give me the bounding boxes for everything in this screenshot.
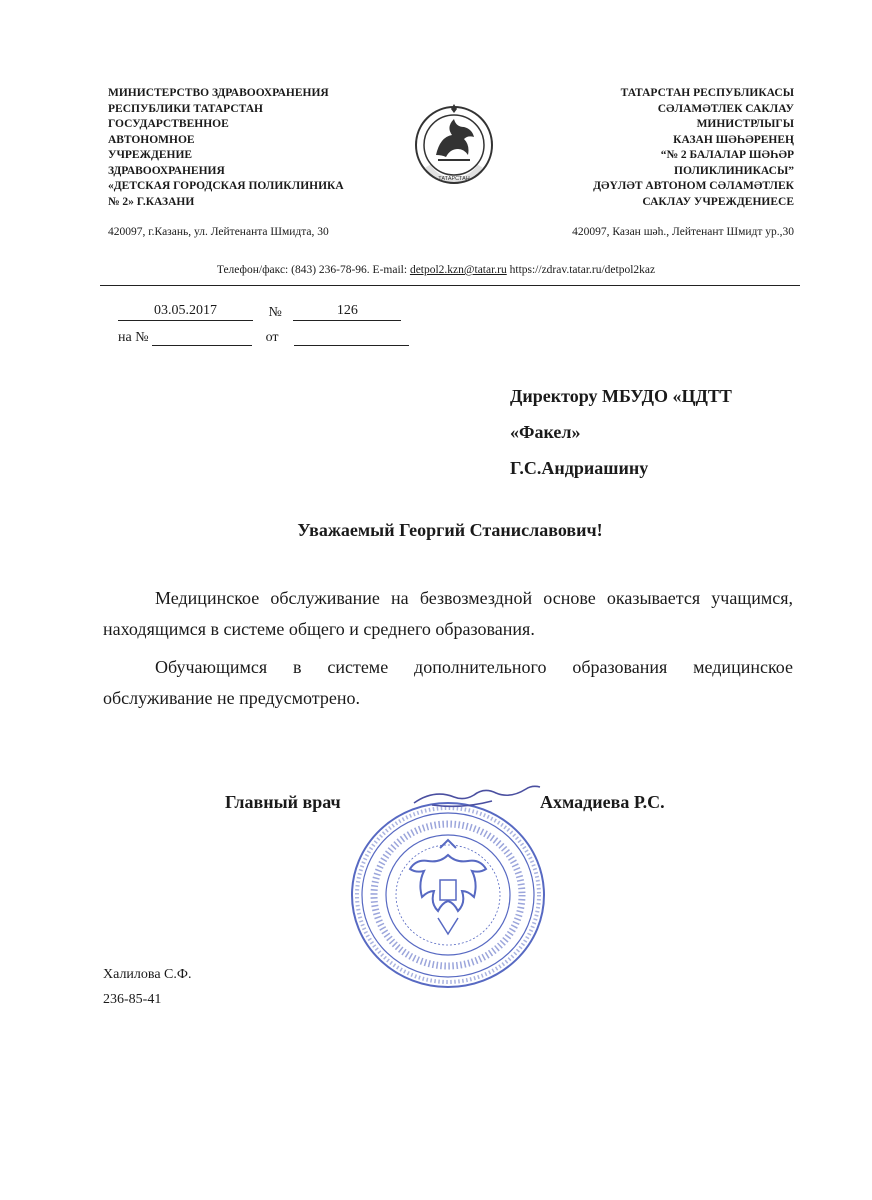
org-line: ГОСУДАРСТВЕННОЕ	[108, 118, 229, 130]
org-line: ТАТАРСТАН РЕСПУБЛИКАСЫ	[620, 87, 794, 99]
reply-to-label: на №	[118, 330, 149, 345]
org-line: МИНИСТРЛЫГЫ	[696, 118, 794, 130]
salutation: Уважаемый Георгий Станиславович!	[297, 520, 603, 540]
address-tatar: 420097, Казан шәһ., Лейтенант Шмидт ур.,30	[572, 226, 794, 238]
contacts-prefix: Телефон/факс: (843) 236-78-96. E-mail:	[216, 264, 408, 276]
handwritten-signature	[412, 785, 542, 815]
org-line: ЗДРАВООХРАНЕНИЯ	[108, 164, 225, 177]
addressee-block	[510, 378, 732, 486]
org-line: САКЛАУ УЧРЕЖДЕНИЕСЕ	[642, 195, 794, 208]
paragraph-text: Медицинское обслуживание на безвозмездной основе оказывается учащимся, находящимся в системе общего и среднего образования.	[103, 588, 793, 639]
org-name-russian	[108, 86, 388, 210]
addressee-line: «Факел»	[510, 422, 581, 442]
number-value: 126	[293, 303, 401, 321]
org-line: АВТОНОМНОЕ	[108, 133, 195, 146]
tatarstan-emblem-icon	[414, 100, 494, 190]
org-name-tatar	[494, 86, 794, 210]
addressee-line: Г.С.Андриашину	[510, 458, 649, 478]
date-value: 03.05.2017	[118, 303, 253, 321]
reply-row	[118, 328, 409, 346]
org-line: “№ 2 БАЛАЛАР ШӘҺӘР	[660, 149, 794, 161]
contacts-line	[0, 264, 872, 276]
paragraph-text: Обучающимся в системе дополнительного образования медицинское обслуживание не предусмотрено.	[103, 657, 793, 708]
body-paragraph-1	[103, 583, 793, 645]
number-label: №	[268, 305, 282, 320]
reply-date-blank	[294, 328, 409, 346]
org-line: СӘЛАМӘТЛЕК САКЛАУ	[657, 102, 794, 115]
org-line: МИНИСТЕРСТВО ЗДРАВООХРАНЕНИЯ	[108, 87, 329, 99]
org-line: ПОЛИКЛИНИКАСЫ”	[674, 164, 794, 177]
from-label: от	[265, 330, 279, 345]
executor-name: Халилова С.Ф.	[103, 967, 192, 982]
org-line: № 2» Г.КАЗАНИ	[108, 195, 195, 208]
org-line: ДӘҮЛӘТ АВТОНОМ СӘЛАМӘТЛЕК	[593, 180, 794, 192]
org-line: КАЗАН ШӘҺӘРЕНЕҢ	[673, 133, 794, 146]
emblem-text: ТАТАРСТАН	[438, 176, 470, 182]
executor-phone: 236-85-41	[103, 992, 162, 1007]
org-line: «ДЕТСКАЯ ГОРОДСКАЯ ПОЛИКЛИНИКА	[108, 180, 344, 192]
signatory-title: Главный врач	[225, 792, 341, 812]
org-line: РЕСПУБЛИКИ ТАТАРСТАН	[108, 102, 263, 115]
org-line: УЧРЕЖДЕНИЕ	[108, 149, 193, 161]
registration-row	[118, 303, 401, 321]
official-stamp-icon	[348, 800, 548, 990]
addressee-line: Директору МБУДО «ЦДТТ	[510, 386, 732, 406]
address-russian: 420097, г.Казань, ул. Лейтенанта Шмидта, 30	[108, 226, 329, 238]
body-paragraph-2	[103, 652, 793, 714]
reply-number-blank	[152, 328, 252, 346]
header-divider	[100, 285, 800, 286]
executor-block	[103, 962, 191, 1012]
email-link[interactable]: detpol2.kzn@tatar.ru	[409, 264, 507, 276]
website-link[interactable]: https://zdrav.tatar.ru/detpol2kaz	[509, 264, 656, 276]
signatory-name: Ахмадиева Р.С.	[540, 792, 665, 812]
